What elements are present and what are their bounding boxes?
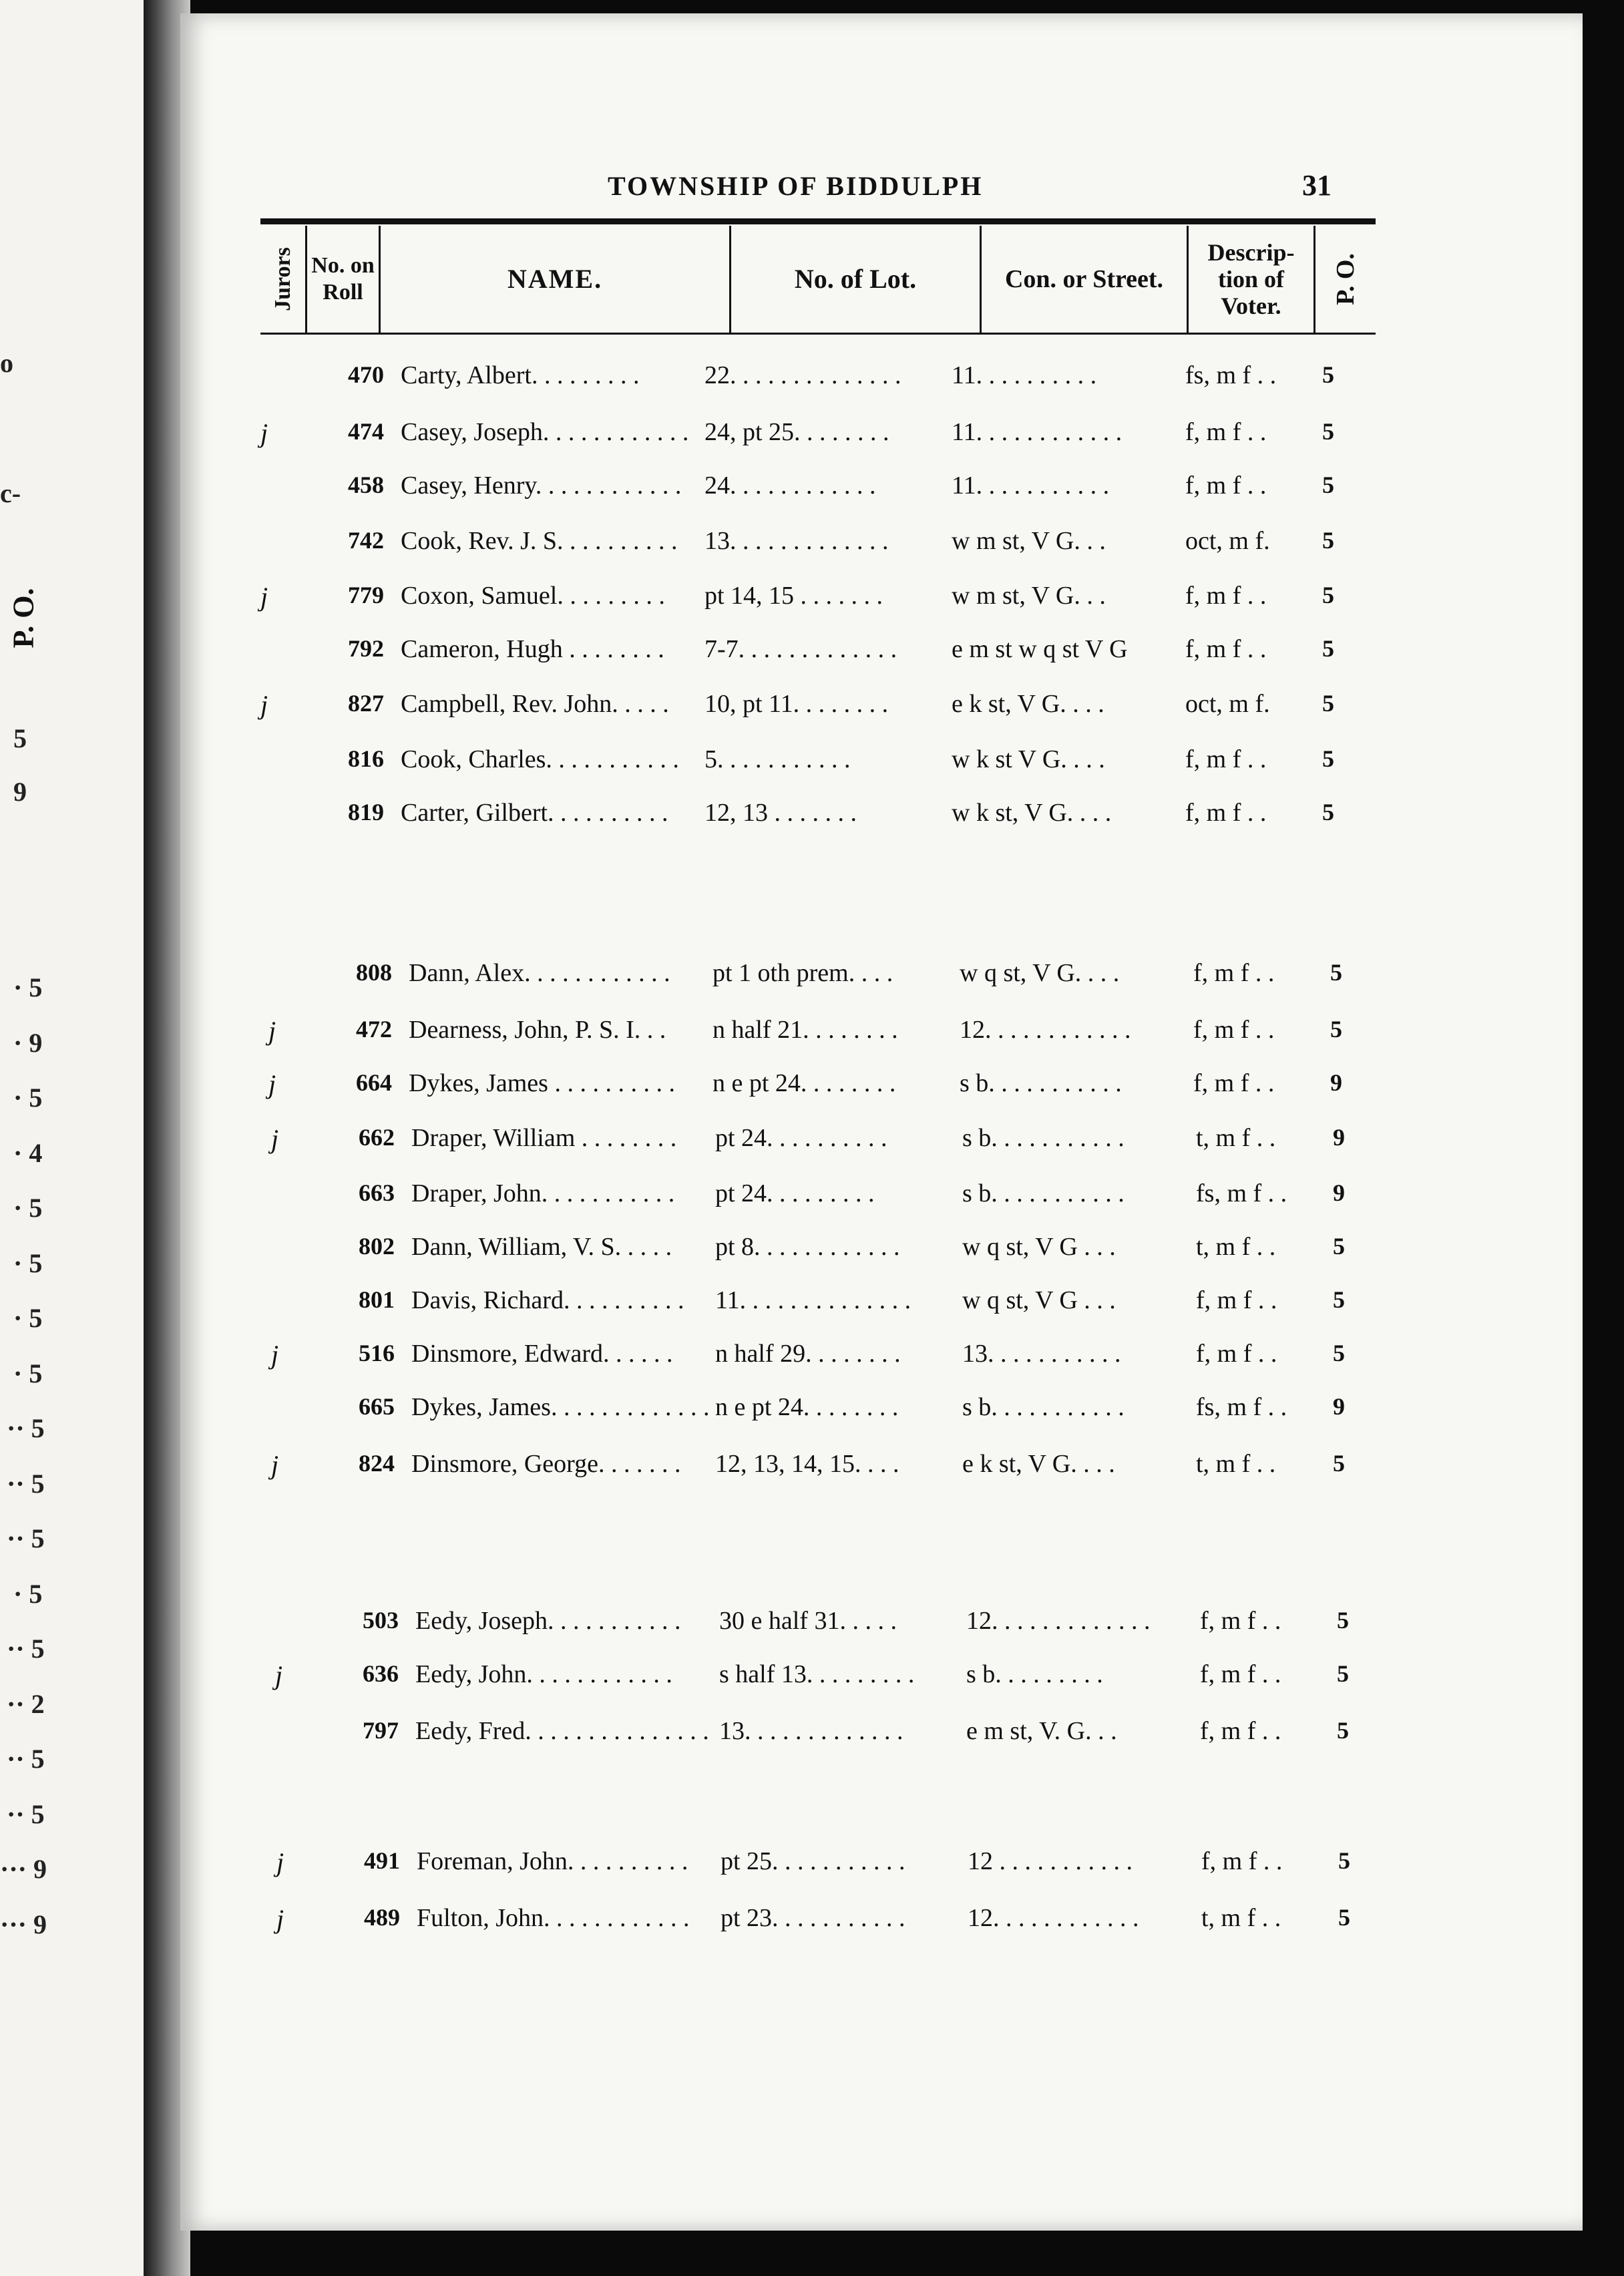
header-lot: No. of Lot. xyxy=(731,226,982,333)
post-office: 5 xyxy=(1333,1450,1345,1477)
facing-page-text: ·· 5 xyxy=(7,1634,45,1664)
post-office: 9 xyxy=(1333,1124,1345,1151)
concession: s b. . . . . . . . . xyxy=(966,1660,1103,1688)
table-row xyxy=(275,1606,1397,1646)
table-row xyxy=(260,634,1382,675)
concession: e k st, V G. . . . xyxy=(962,1450,1115,1478)
concession: 12. . . . . . . . . . . . xyxy=(960,1016,1131,1044)
concession: 11. . . . . . . . . . . xyxy=(952,471,1110,500)
table-row xyxy=(260,798,1382,838)
voter-description: t, m f . . xyxy=(1201,1904,1281,1932)
table-row xyxy=(271,1339,1393,1379)
voter-description: f, m f . . xyxy=(1185,582,1267,610)
voter-name: Draper, William . . . . . . . . xyxy=(411,1124,677,1152)
table-header xyxy=(260,226,1376,335)
voter-description: oct, m f. xyxy=(1185,690,1270,718)
lot-number: n half 29. . . . . . . . xyxy=(715,1340,901,1368)
voter-description: f, m f . . xyxy=(1201,1847,1283,1875)
concession: w q st, V G. . . . xyxy=(960,959,1120,987)
roll-number: 458 xyxy=(348,471,384,498)
voter-name: Eedy, John. . . . . . . . . . . . xyxy=(415,1660,672,1688)
voter-description: t, m f . . xyxy=(1196,1124,1276,1152)
juror-mark: j xyxy=(271,1124,279,1154)
voter-description: f, m f . . xyxy=(1185,471,1267,500)
post-office: 5 xyxy=(1333,1233,1345,1260)
lot-number: 12, 13, 14, 15. . . . xyxy=(715,1450,899,1478)
facing-page-po-heading: P. O. xyxy=(7,588,40,648)
voter-description: f, m f . . xyxy=(1200,1717,1281,1745)
header-jurors: Jurors xyxy=(260,226,307,333)
roll-number: 827 xyxy=(348,690,384,717)
post-office: 9 xyxy=(1333,1393,1345,1420)
lot-number: 30 e half 31. . . . . xyxy=(719,1607,897,1635)
roll-number: 802 xyxy=(359,1233,395,1260)
lot-number: 22. . . . . . . . . . . . . . xyxy=(704,361,901,389)
roll-number: 491 xyxy=(364,1847,400,1874)
roll-number: 808 xyxy=(356,959,392,986)
facing-page-text: ··· 9 xyxy=(0,1854,47,1884)
post-office: 5 xyxy=(1330,1016,1342,1042)
juror-mark: j xyxy=(276,1847,284,1877)
voter-name: Coxon, Samuel. . . . . . . . . xyxy=(401,582,665,610)
voter-name: Cook, Rev. J. S. . . . . . . . . . xyxy=(401,527,678,555)
voter-name: Foreman, John. . . . . . . . . . xyxy=(417,1847,688,1875)
concession: 12 . . . . . . . . . . . xyxy=(968,1847,1133,1875)
lot-number: s half 13. . . . . . . . . xyxy=(719,1660,915,1688)
voter-description: t, m f . . xyxy=(1196,1233,1276,1261)
juror-mark: j xyxy=(260,582,268,612)
voter-description: fs, m f . . xyxy=(1196,1179,1287,1207)
lot-number: pt 8. . . . . . . . . . . . xyxy=(715,1233,900,1261)
table-row xyxy=(276,1903,1398,1943)
facing-page-text: · 5 xyxy=(13,1083,43,1113)
facing-page-text: ·· 5 xyxy=(7,1744,45,1774)
voter-name: Dann, Alex. . . . . . . . . . . . xyxy=(409,959,670,987)
roll-number: 819 xyxy=(348,799,384,825)
facing-page-text: o xyxy=(0,348,13,378)
lot-number: 10, pt 11. . . . . . . . xyxy=(704,690,889,718)
post-office: 9 xyxy=(1330,1069,1342,1096)
roll-number: 636 xyxy=(363,1660,399,1687)
page-number: 31 xyxy=(1302,169,1332,202)
header-post-office: P. O. xyxy=(1332,253,1360,305)
roll-number: 816 xyxy=(348,745,384,772)
table-row xyxy=(260,471,1382,511)
facing-page-text: · 5 xyxy=(13,1303,43,1333)
table-row xyxy=(271,1286,1393,1326)
roll-number: 801 xyxy=(359,1286,395,1313)
table-row xyxy=(276,1847,1398,1887)
lot-number: 24. . . . . . . . . . . . xyxy=(704,471,876,500)
lot-number: pt 14, 15 . . . . . . . xyxy=(704,582,883,610)
roll-number: 824 xyxy=(359,1450,395,1477)
juror-mark: j xyxy=(271,1450,279,1480)
concession: w q st, V G . . . xyxy=(962,1286,1116,1314)
voter-name: Dykes, James . . . . . . . . . . xyxy=(409,1069,675,1097)
voter-description: f, m f . . xyxy=(1200,1607,1281,1635)
lot-number: n half 21. . . . . . . . xyxy=(713,1016,898,1044)
facing-page-text: · 9 xyxy=(13,1028,43,1058)
roll-number: 516 xyxy=(359,1340,395,1366)
concession: s b. . . . . . . . . . . xyxy=(962,1179,1125,1207)
lot-number: pt 24. . . . . . . . . xyxy=(715,1179,875,1207)
facing-page-text: ·· 5 xyxy=(7,1523,45,1553)
concession: w q st, V G . . . xyxy=(962,1233,1116,1261)
post-office: 5 xyxy=(1322,527,1334,554)
concession: w k st, V G. . . . xyxy=(952,799,1112,827)
voter-name: Carter, Gilbert. . . . . . . . . . xyxy=(401,799,668,827)
facing-page-fragment xyxy=(0,0,144,2276)
facing-page-text: · 5 xyxy=(13,1579,43,1609)
lot-number: pt 25. . . . . . . . . . . xyxy=(721,1847,905,1875)
lot-number: 13. . . . . . . . . . . . . xyxy=(704,527,889,555)
post-office: 5 xyxy=(1322,471,1334,498)
voter-description: oct, m f. xyxy=(1185,527,1270,555)
juror-mark: j xyxy=(271,1340,279,1370)
table-row xyxy=(271,1123,1393,1163)
post-office: 5 xyxy=(1333,1340,1345,1366)
table-row xyxy=(271,1232,1393,1272)
facing-page-text: · 5 xyxy=(13,1358,43,1388)
table-row xyxy=(268,958,1390,998)
voter-description: f, m f . . xyxy=(1185,635,1267,663)
lot-number: 12, 13 . . . . . . . xyxy=(704,799,857,827)
roll-number: 792 xyxy=(348,635,384,662)
juror-mark: j xyxy=(275,1660,283,1690)
lot-number: n e pt 24. . . . . . . . xyxy=(715,1393,899,1421)
lot-number: pt 23. . . . . . . . . . . xyxy=(721,1904,905,1932)
facing-page-text: ·· 2 xyxy=(7,1689,45,1719)
roll-number: 503 xyxy=(363,1607,399,1634)
voter-description: f, m f . . xyxy=(1200,1660,1281,1688)
concession: 12. . . . . . . . . . . . . xyxy=(966,1607,1151,1635)
concession: w m st, V G. . . xyxy=(952,527,1106,555)
concession: w k st V G. . . . xyxy=(952,745,1105,773)
table-row xyxy=(260,689,1382,729)
voter-name: Cameron, Hugh . . . . . . . . xyxy=(401,635,664,663)
lot-number: 24, pt 25. . . . . . . . xyxy=(704,418,889,446)
table-row xyxy=(271,1449,1393,1489)
concession: 13. . . . . . . . . . . xyxy=(962,1340,1121,1368)
juror-mark: j xyxy=(260,690,268,720)
facing-page-text: ·· 5 xyxy=(7,1469,45,1499)
post-office: 5 xyxy=(1322,635,1334,662)
juror-mark: j xyxy=(260,418,268,448)
facing-page-text: · 5 xyxy=(13,1248,43,1278)
running-head: TOWNSHIP OF BIDDULPH xyxy=(608,171,984,201)
facing-page-text: · 5 xyxy=(13,972,43,1002)
roll-number: 797 xyxy=(363,1717,399,1744)
juror-mark: j xyxy=(268,1069,276,1099)
post-office: 5 xyxy=(1322,690,1334,717)
header-roll-number: No. on Roll xyxy=(307,226,381,333)
concession: e m st w q st V G xyxy=(952,635,1128,663)
voter-name: Dinsmore, Edward. . . . . . xyxy=(411,1340,673,1368)
post-office: 5 xyxy=(1337,1717,1349,1744)
voter-description: f, m f . . xyxy=(1196,1340,1277,1368)
juror-mark: j xyxy=(276,1904,284,1934)
lot-number: 13. . . . . . . . . . . . . xyxy=(719,1717,903,1745)
post-office: 5 xyxy=(1333,1286,1345,1313)
voter-name: Dearness, John, P. S. I. . . xyxy=(409,1016,666,1044)
voter-name: Eedy, Joseph. . . . . . . . . . . xyxy=(415,1607,681,1635)
voter-description: t, m f . . xyxy=(1196,1450,1276,1478)
table-row xyxy=(260,526,1382,566)
header-name: NAME. xyxy=(381,226,731,333)
roll-number: 742 xyxy=(348,527,384,554)
voter-name: Campbell, Rev. John. . . . . xyxy=(401,690,669,718)
concession: 11. . . . . . . . . . . . xyxy=(952,418,1123,446)
post-office: 5 xyxy=(1338,1847,1350,1874)
concession: e m st, V. G. . . xyxy=(966,1717,1117,1745)
voter-description: fs, m f . . xyxy=(1196,1393,1287,1421)
lot-number: n e pt 24. . . . . . . . xyxy=(713,1069,896,1097)
post-office: 5 xyxy=(1338,1904,1350,1931)
voter-name: Dinsmore, George. . . . . . . xyxy=(411,1450,681,1478)
voter-description: f, m f . . xyxy=(1185,745,1267,773)
voter-description: f, m f . . xyxy=(1193,1069,1275,1097)
voter-name: Casey, Joseph. . . . . . . . . . . . xyxy=(401,418,689,446)
table-row xyxy=(271,1179,1393,1219)
post-office: 5 xyxy=(1322,799,1334,825)
roll-number: 665 xyxy=(359,1393,395,1420)
post-office: 5 xyxy=(1337,1607,1349,1634)
lot-number: pt 24. . . . . . . . . . xyxy=(715,1124,887,1152)
juror-mark: j xyxy=(268,1016,276,1046)
concession: 11. . . . . . . . . . xyxy=(952,361,1097,389)
facing-page-text: 5 xyxy=(13,723,27,753)
header-rule xyxy=(260,218,1376,224)
facing-page-text: ·· 5 xyxy=(7,1413,45,1443)
voter-name: Draper, John. . . . . . . . . . . xyxy=(411,1179,675,1207)
header-concession: Con. or Street. xyxy=(982,226,1189,333)
facing-page-text: c- xyxy=(0,478,21,508)
facing-page-text: ·· 5 xyxy=(7,1799,45,1829)
voter-name: Davis, Richard. . . . . . . . . . xyxy=(411,1286,684,1314)
concession: s b. . . . . . . . . . . xyxy=(960,1069,1122,1097)
post-office: 5 xyxy=(1322,745,1334,772)
concession: 12. . . . . . . . . . . . xyxy=(968,1904,1139,1932)
post-office: 5 xyxy=(1322,418,1334,445)
post-office: 9 xyxy=(1333,1179,1345,1206)
voter-name: Cook, Charles. . . . . . . . . . . xyxy=(401,745,679,773)
table-row xyxy=(268,1015,1390,1055)
voter-description: f, m f . . xyxy=(1193,959,1275,987)
voter-description: f, m f . . xyxy=(1185,799,1267,827)
post-office: 5 xyxy=(1337,1660,1349,1687)
table-row xyxy=(275,1660,1397,1700)
facing-page-text: · 5 xyxy=(13,1193,43,1223)
voter-name: Eedy, Fred. . . . . . . . . . . . . . . xyxy=(415,1717,709,1745)
facing-page-text: · 4 xyxy=(13,1138,43,1168)
voter-description: f, m f . . xyxy=(1196,1286,1277,1314)
roll-number: 779 xyxy=(348,582,384,608)
concession: s b. . . . . . . . . . . xyxy=(962,1393,1125,1421)
voter-name: Carty, Albert. . . . . . . . . xyxy=(401,361,640,389)
header-description: Descrip-tion of Voter. xyxy=(1189,226,1315,333)
table-row xyxy=(260,361,1382,401)
facing-page-text: ··· 9 xyxy=(0,1909,47,1939)
roll-number: 662 xyxy=(359,1124,395,1151)
concession: s b. . . . . . . . . . . xyxy=(962,1124,1125,1152)
lot-number: 7-7. . . . . . . . . . . . . xyxy=(704,635,897,663)
facing-page-text: 9 xyxy=(13,777,27,807)
lot-number: 5. . . . . . . . . . . xyxy=(704,745,851,773)
table-row xyxy=(271,1392,1393,1433)
lot-number: 11. . . . . . . . . . . . . . xyxy=(715,1286,911,1314)
post-office: 5 xyxy=(1322,361,1334,388)
voter-name: Casey, Henry. . . . . . . . . . . . xyxy=(401,471,682,500)
voter-name: Dann, William, V. S. . . . . xyxy=(411,1233,672,1261)
voter-description: f, m f . . xyxy=(1185,418,1267,446)
post-office: 5 xyxy=(1322,582,1334,608)
concession: e k st, V G. . . . xyxy=(952,690,1104,718)
roll-number: 489 xyxy=(364,1904,400,1931)
roll-number: 663 xyxy=(359,1179,395,1206)
roll-number: 472 xyxy=(356,1016,392,1042)
concession: w m st, V G. . . xyxy=(952,582,1106,610)
table-row xyxy=(268,1069,1390,1109)
document-page xyxy=(180,13,1583,2231)
table-row xyxy=(260,745,1382,785)
table-row xyxy=(260,417,1382,457)
voter-description: fs, m f . . xyxy=(1185,361,1277,389)
voter-description: f, m f . . xyxy=(1193,1016,1275,1044)
lot-number: pt 1 oth prem. . . . xyxy=(713,959,893,987)
table-row xyxy=(275,1716,1397,1756)
voter-name: Dykes, James. . . . . . . . . . . . . xyxy=(411,1393,710,1421)
roll-number: 474 xyxy=(348,418,384,445)
voter-name: Fulton, John. . . . . . . . . . . . xyxy=(417,1904,690,1932)
roll-number: 664 xyxy=(356,1069,392,1096)
roll-number: 470 xyxy=(348,361,384,388)
post-office: 5 xyxy=(1330,959,1342,986)
table-row xyxy=(260,581,1382,621)
